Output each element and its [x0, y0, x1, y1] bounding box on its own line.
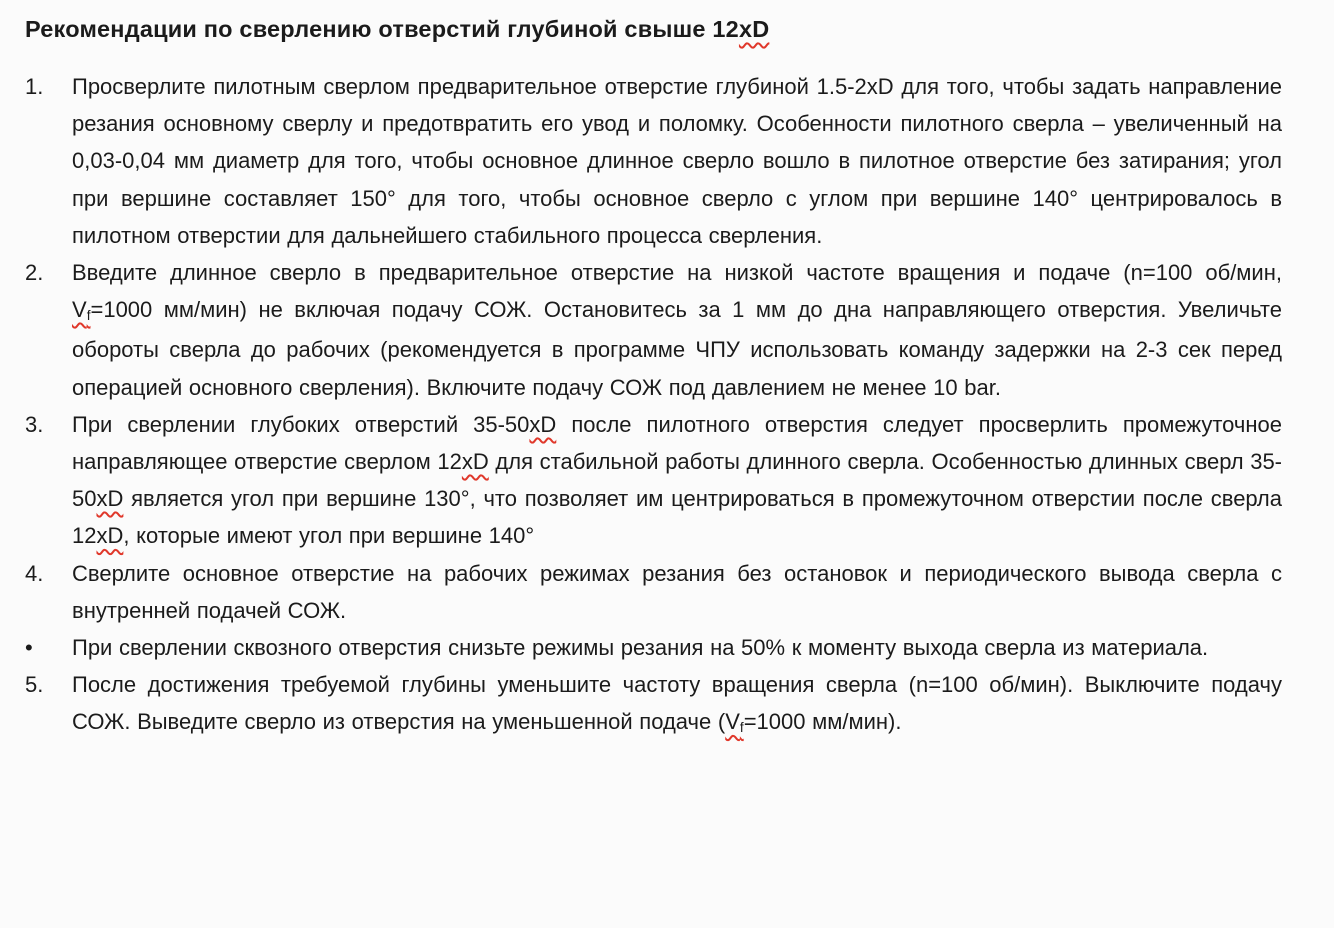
text-run: При сверлении глубоких отверстий 35-50	[72, 411, 530, 437]
list-item	[25, 629, 1282, 666]
spell-error-text: xD	[96, 486, 124, 512]
text-run: после пилотного отверстия следует просверлить промежуточное направляющее отверстие сверлом 12	[72, 411, 1283, 475]
number-marker: 1.	[25, 74, 44, 99]
list-item-text	[72, 555, 1282, 629]
text-run: Просверлите пилотным сверлом предварительное отверстие глубиной 1.5-2xD для того, чтобы задать направление резания основному сверлу и предотвратить его увод и поломку. Особенности пилотного сверла – увеличенный на 0,03-0,04 мм диаметр для того, чтобы основное длинное сверло вошло в пилотное отверстие без затирания; угол при вершине составляет 150° для того, чтобы основное сверло с углом при вершине 140° центрировалось в пилотном отверстии для дальнейшего стабильного процесса сверления.	[72, 74, 1282, 248]
text-run: Рекомендации по сверлению отверстий глубиной свыше 12	[25, 16, 739, 42]
text-run: является угол при вершине 130°, что позволяет им центрироваться в промежуточном отверстии после сверла 12	[72, 486, 1282, 549]
text-run: После достижения требуемой глубины уменьшите частоту вращения сверла (n=100 об/мин). Выключите подачу СОЖ. Выведите сверло из отверстия на уменьшенной подаче (	[72, 672, 1282, 735]
spell-error-text: Vf	[72, 297, 91, 324]
list-item	[25, 406, 1282, 555]
spell-error-text: xD	[96, 523, 124, 549]
bullet-marker: •	[25, 635, 33, 661]
list-item	[25, 666, 1282, 743]
spell-error-text: xD	[461, 449, 489, 475]
list-item	[25, 555, 1282, 629]
document-title	[25, 14, 1282, 44]
number-marker: 5.	[25, 672, 44, 698]
list-item-text	[72, 406, 1282, 555]
text-run: для стабильной работы длинного сверла. Особенностью длинных сверл 35-50	[72, 449, 1282, 512]
spell-error-text: xD	[738, 16, 770, 42]
text-run: Сверлите основное отверстие на рабочих режимах резания без остановок и периодического вывода сверла с внутренней подачей СОЖ.	[72, 560, 1282, 623]
subscript-text: f	[86, 308, 91, 324]
text-run: Введите длинное сверло в предварительное отверстие на низкой частоте вращения и подаче (n=100 об/мин,	[72, 260, 1282, 286]
list-item-text	[72, 629, 1282, 666]
subscript-text: f	[739, 720, 744, 736]
number-marker: 2.	[25, 260, 44, 286]
number-marker: 3.	[25, 411, 44, 437]
spell-error-text: xD	[529, 411, 557, 437]
number-marker: 4.	[25, 560, 44, 586]
spell-error-text: Vf	[725, 709, 744, 736]
text-run: , которые имеют угол при вершине 140°	[123, 523, 535, 549]
list-item-text	[72, 254, 1282, 406]
list-item-text	[72, 666, 1282, 743]
text-run: При сверлении сквозного отверстия снизьте режимы резания на 50% к моменту выхода сверла из материала.	[72, 635, 1209, 661]
recommendations-list	[25, 68, 1282, 744]
list-item	[25, 68, 1282, 254]
list-item-text	[72, 68, 1282, 254]
text-run: =1000 мм/мин).	[743, 709, 902, 735]
list-item	[25, 254, 1282, 406]
text-run: =1000 мм/мин) не включая подачу СОЖ. Остановитесь за 1 мм до дна направляющего отверстия. Увеличьте обороты сверла до рабочих (рекомендуется в программе ЧПУ использовать команду задержки на 2-3 сек перед операцией основного сверления). Включите подачу СОЖ под давлением не менее 10 bar.	[72, 297, 1282, 400]
